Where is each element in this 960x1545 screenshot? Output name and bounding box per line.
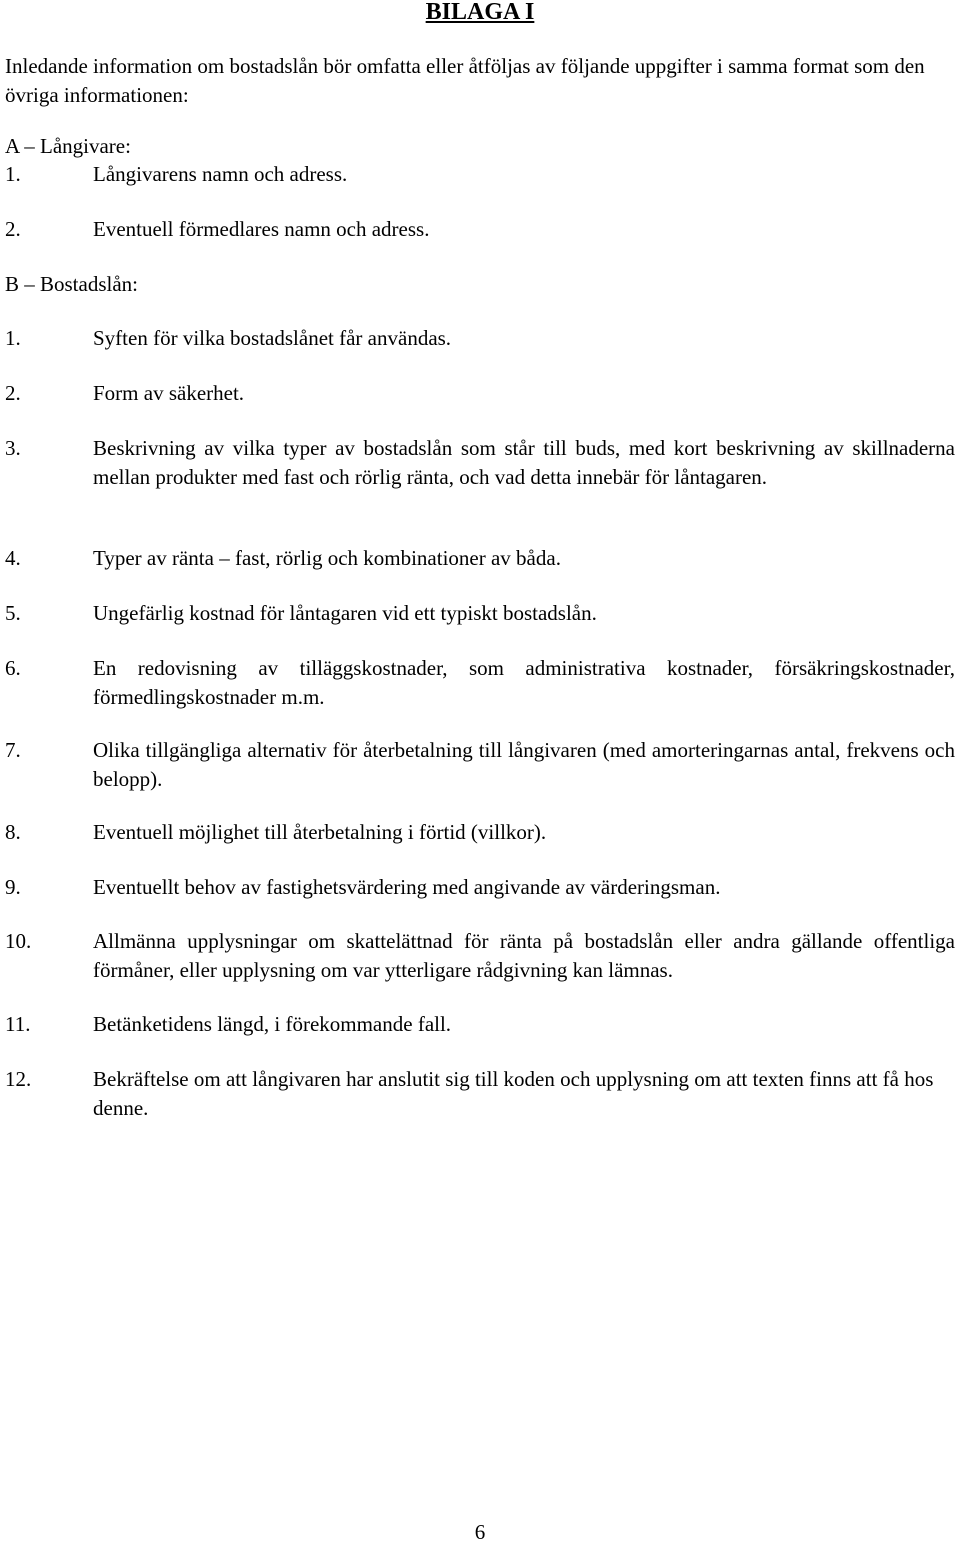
list-item — [5, 927, 955, 985]
list-item — [5, 1065, 955, 1123]
list-item — [5, 324, 955, 353]
item-text: En redovisning av tilläggskostnader, som administrativa kostnader, försäkringskostnader, förmedlingskostnader m.m. — [93, 656, 955, 709]
list-item — [5, 873, 955, 902]
section-b-heading: B – Bostadslån: — [5, 272, 139, 296]
item-text: Olika tillgängliga alternativ för återbetalning till långivaren (med amorteringarnas antal, frekvens och belopp). — [93, 738, 955, 791]
item-number: 1. — [5, 326, 21, 350]
page-number: 6 — [474, 1520, 486, 1544]
list-item — [5, 599, 955, 628]
intro-paragraph: Inledande information om bostadslån bör omfatta eller åtföljas av följande uppgifter i samma format som den övriga informationen: — [5, 54, 925, 107]
item-number: 4. — [5, 546, 21, 570]
item-number: 1. — [5, 162, 21, 186]
section-a-heading: A – Långivare: — [5, 134, 131, 158]
item-number: 2. — [5, 217, 21, 241]
list-item — [5, 434, 955, 492]
item-text: Allmänna upplysningar om skattelättnad för ränta på bostadslån eller andra gällande offentliga förmåner, eller upplysning om var ytterligare rådgivning kan lämnas. — [93, 929, 955, 982]
item-number: 5. — [5, 601, 21, 625]
list-item — [5, 736, 955, 794]
list-item — [5, 215, 955, 244]
item-text: Syften för vilka bostadslånet får användas. — [93, 326, 452, 350]
item-text: Typer av ränta – fast, rörlig och kombinationer av båda. — [93, 546, 561, 570]
item-number: 12. — [5, 1067, 32, 1091]
item-number: 8. — [5, 820, 21, 844]
item-number: 2. — [5, 381, 21, 405]
list-item — [5, 818, 955, 847]
page-title: BILAGA I — [425, 0, 535, 25]
item-number: 10. — [5, 929, 32, 953]
item-text: Långivarens namn och adress. — [93, 162, 348, 186]
item-number: 11. — [5, 1012, 31, 1036]
item-text: Eventuellt behov av fastighetsvärdering med angivande av värderingsman. — [93, 875, 721, 899]
list-item — [5, 1010, 955, 1039]
item-text: Ungefärlig kostnad för låntagaren vid ett typiskt bostadslån. — [93, 601, 597, 625]
item-text: Eventuell möjlighet till återbetalning i förtid (villkor). — [93, 820, 547, 844]
list-item — [5, 544, 955, 573]
item-number: 7. — [5, 738, 21, 762]
item-text: Eventuell förmedlares namn och adress. — [93, 217, 430, 241]
item-number: 3. — [5, 436, 21, 460]
item-text: Bekräftelse om att långivaren har anslutit sig till koden och upplysning om att texten finns att få hos denne. — [93, 1067, 934, 1120]
list-item — [5, 654, 955, 712]
item-number: 9. — [5, 875, 21, 899]
item-text: Betänketidens längd, i förekommande fall. — [93, 1012, 452, 1036]
item-number: 6. — [5, 656, 21, 680]
item-text: Form av säkerhet. — [93, 381, 245, 405]
list-item — [5, 379, 955, 408]
item-text: Beskrivning av vilka typer av bostadslån som står till buds, med kort beskrivning av skillnaderna mellan produkter med fast och rörlig ränta, och vad detta innebär för låntagaren. — [93, 436, 955, 489]
list-item — [5, 160, 955, 189]
